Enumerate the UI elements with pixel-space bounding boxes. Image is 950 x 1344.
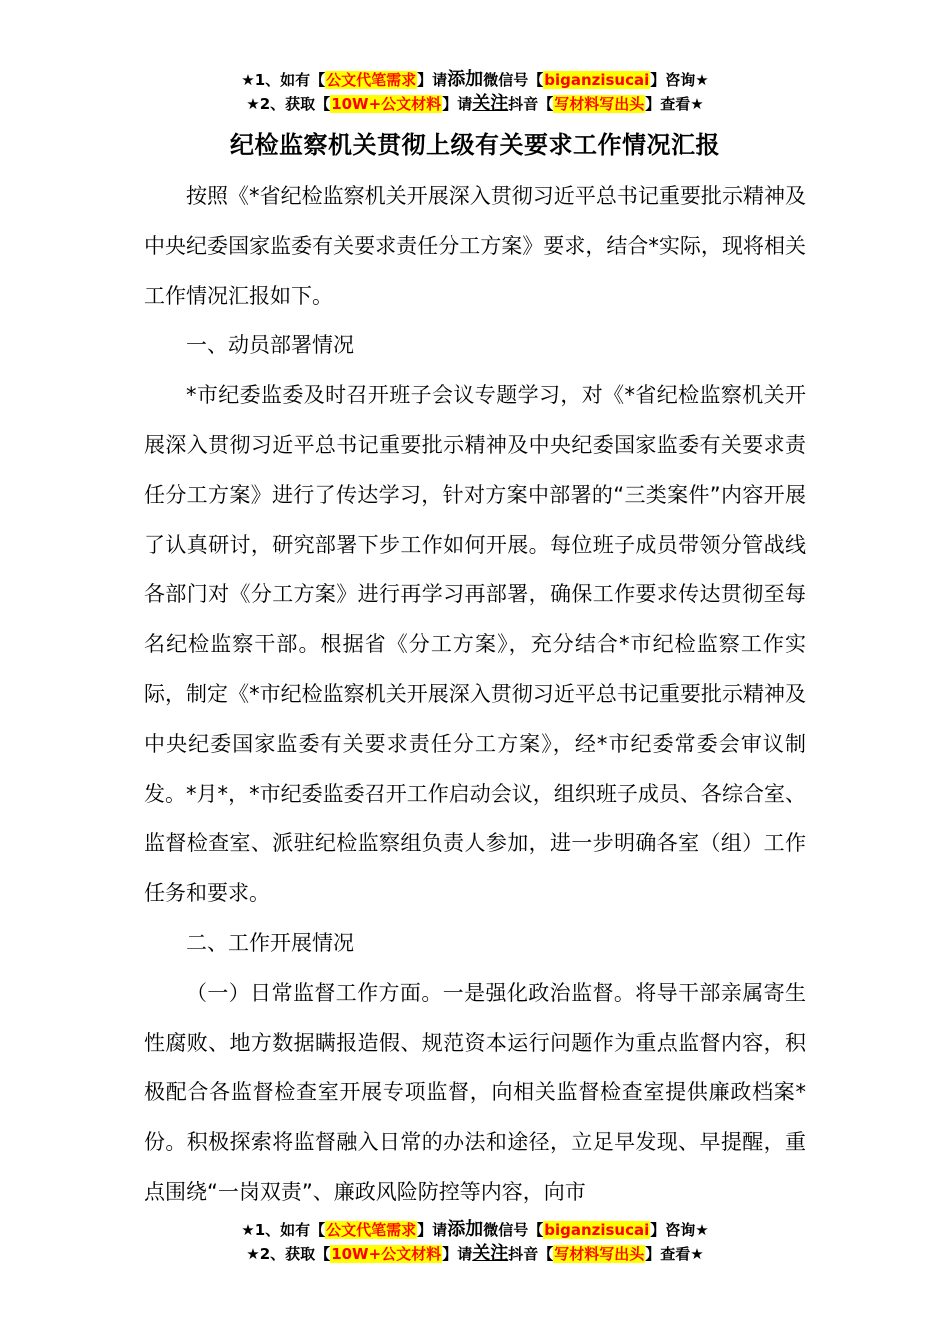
section-heading-1: 一、动员部署情况: [186, 333, 354, 358]
promo-highlight: 10W+公文材料: [331, 95, 442, 113]
promo-line-1: [0, 68, 950, 92]
promo-emphasis: 关注: [472, 93, 509, 114]
promo-text: 】查看★: [645, 1245, 704, 1263]
promo-line-1: [0, 1218, 950, 1242]
promo-text: ★1、如有【: [241, 71, 326, 89]
promo-emphasis: 添加: [447, 1219, 484, 1240]
promo-text: 】查看★: [645, 95, 704, 113]
promo-text: 抖音【: [508, 95, 554, 113]
promo-highlight: 写材料写出头: [554, 1245, 645, 1263]
document-title: 纪检监察机关贯彻上级有关要求工作情况汇报: [230, 131, 720, 159]
section-heading-2: 二、工作开展情况: [186, 930, 354, 955]
footer-promo-banner: [0, 1218, 950, 1266]
paragraph-deployment: *市纪委监委及时召开班子会议专题学习，对《*省纪检监察机关开展深入贯彻习近平总书记重要批示精神及中央纪委国家监委有关要求责任分工方案》进行了传达学习，针对方案中部署的“三类案件”内容开展了认真研讨，研究部署下步工作如何开展。每位班子成员带领分管战线各部门对《分工方案》进行再学习再部署，确保工作要求传达贯彻至每名纪检监察干部。根据省《分工方案》，充分结合*市纪检监察工作实际，制定《*市纪检监察机关开展深入贯彻习近平总书记重要批示精神及中央纪委国家监委有关要求责任分工方案》，经*市纪委常委会审议制发。*月*，*市纪委监委召开工作启动会议，组织班子成员、各综合室、监督检查室、派驻纪检监察组负责人参加，进一步明确各室（组）工作任务和要求。: [144, 383, 806, 906]
promo-text: 】请: [442, 1245, 473, 1263]
promo-text: 】咨询★: [650, 1221, 709, 1239]
promo-line-2: [0, 92, 950, 116]
promo-highlight: biganzisucai: [544, 71, 650, 89]
promo-text: ★1、如有【: [241, 1221, 326, 1239]
promo-text: ★2、获取【: [246, 1245, 331, 1263]
promo-highlight: biganzisucai: [544, 1221, 650, 1239]
promo-highlight: 10W+公文材料: [331, 1245, 442, 1263]
promo-text: 微信号【: [483, 71, 544, 89]
promo-text: 】咨询★: [650, 71, 709, 89]
promo-highlight: 公文代笔需求: [326, 1221, 417, 1239]
promo-text: 微信号【: [483, 1221, 544, 1239]
paragraph-daily-supervision: （一）日常监督工作方面。一是强化政治监督。将导干部亲属寄生性腐败、地方数据瞒报造假、规范资本运行问题作为重点监督内容，积极配合各监督检查室开展专项监督，向相关监督检查室提供廉政档案*份。积极探索将监督融入日常的办法和途径，立足早发现、早提醒，重点围绕“一岗双责”、廉政风险防控等内容，向市: [144, 980, 806, 1204]
promo-text: 抖音【: [508, 1245, 554, 1263]
promo-highlight: 写材料写出头: [554, 95, 645, 113]
promo-emphasis: 添加: [447, 69, 484, 90]
header-promo-banner: [0, 68, 950, 116]
document-body: [144, 172, 806, 1218]
promo-text: 】请: [417, 71, 448, 89]
promo-highlight: 公文代笔需求: [326, 71, 417, 89]
paragraph-intro: 按照《*省纪检监察机关开展深入贯彻习近平总书记重要批示精神及中央纪委国家监委有关要求责任分工方案》要求，结合*实际，现将相关工作情况汇报如下。: [144, 184, 806, 308]
promo-line-2: [0, 1242, 950, 1266]
promo-text: 】请: [442, 95, 473, 113]
promo-text: ★2、获取【: [246, 95, 331, 113]
promo-text: 】请: [417, 1221, 448, 1239]
promo-emphasis: 关注: [472, 1243, 509, 1264]
